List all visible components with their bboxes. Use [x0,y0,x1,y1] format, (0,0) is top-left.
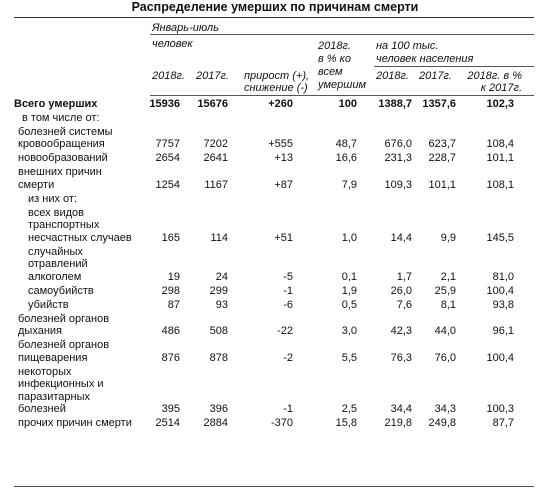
cell-ratio-percent: 96,1 [492,325,514,338]
cell-rate-2017: 228,7 [428,152,456,165]
cell-rate-2017: 8,1 [440,298,456,311]
top-rule [14,17,534,18]
cell-share-percent: 0,5 [341,298,357,311]
cell-change: -22 [277,325,293,338]
cell-value-2017: 2641 [203,152,228,165]
row-label: самоубийств [28,284,94,297]
cell-rate-2018: 1,7 [396,270,412,283]
cell-value-2018: 298 [161,284,180,297]
table-row [0,299,550,312]
cell-value-2017: 878 [209,351,228,364]
cell-value-2018: 486 [161,325,180,338]
cell-rate-2018: 676,0 [384,138,412,151]
cell-ratio-percent: 108,1 [486,178,514,191]
row-label: смерти [18,178,55,191]
header-period: Январь-июль [152,22,219,34]
table-row [0,112,550,125]
cell-share-percent: 2,5 [341,403,357,416]
cell-ratio-percent: 145,5 [486,231,514,244]
cell-share-percent: 0,1 [341,270,357,283]
table-row [0,285,550,298]
cell-share-percent: 1,9 [341,284,357,297]
cell-share-percent: 3,0 [341,325,357,338]
cell-rate-2018: 34,4 [390,403,412,416]
header-share-2: в % ко [318,53,351,65]
cell-ratio-percent: 108,4 [486,138,514,151]
table-row [0,126,550,151]
cell-share-percent: 100 [338,98,357,110]
cell-rate-2018: 7,6 [396,298,412,311]
header-ratio-2: к 2017г. [480,82,522,94]
cell-change: -1 [283,284,293,297]
cell-rate-2018: 42,3 [390,325,412,338]
cell-ratio-percent: 81,0 [492,270,514,283]
cell-value-2017: 7202 [203,138,228,151]
header-per100k-2: человек населения [376,53,474,65]
cell-change: -2 [283,351,293,364]
cell-value-2018: 7757 [155,138,180,151]
cell-value-2018: 2514 [155,417,180,430]
row-label: отравлений [28,258,88,271]
table-row [0,166,550,191]
row-label: алкоголем [28,270,82,283]
table-title: Распределение умерших по причинам смерти [131,0,419,14]
cell-rate-2018: 219,8 [384,417,412,430]
cell-ratio-percent: 100,3 [486,403,514,416]
header-rate-2018: 2018г. [376,70,409,82]
cell-value-2018: 19 [167,270,180,283]
header-col-2017: 2017г. [196,70,229,82]
table-row [0,152,550,165]
header-share-4: умершим [318,79,367,91]
cell-value-2018: 1254 [155,178,180,191]
header-change-1: прирост (+), [244,70,310,82]
cell-share-percent: 7,9 [341,178,357,191]
header-col-2018: 2018г. [152,70,185,82]
cell-value-2018: 2654 [155,152,180,165]
cell-rate-2017: 2,1 [440,270,456,283]
row-label: из них от: [28,192,77,205]
row-label: пищеварения [18,351,88,364]
cell-rate-2018: 76,3 [390,351,412,364]
table-row [0,98,550,111]
row-label: болезней системы [18,125,113,138]
table-row [0,339,550,364]
cell-change: -370 [270,417,293,430]
row-label: внешних причин [18,166,102,179]
cell-rate-2018: 231,3 [384,152,412,165]
cell-value-2018: 876 [161,351,180,364]
cell-rate-2017: 44,0 [434,325,456,338]
cell-rate-2017: 9,9 [440,231,456,244]
cell-share-percent: 16,6 [335,152,357,165]
table-row [0,207,550,245]
cell-rate-2017: 101,1 [428,178,456,191]
cell-value-2018: 15936 [149,98,180,110]
cell-change: -1 [283,403,293,416]
cell-rate-2017: 1357,6 [422,98,456,110]
cell-value-2017: 508 [209,325,228,338]
cell-ratio-percent: 100,4 [486,351,514,364]
table-row [0,366,550,416]
row-label: болезней [18,403,66,416]
cell-value-2017: 396 [209,403,228,416]
cell-rate-2017: 34,3 [434,403,456,416]
row-label: паразитарных [18,390,91,403]
row-label: Всего умерших [14,98,98,110]
cell-value-2017: 24 [215,270,228,283]
row-label: болезней органов [18,312,110,325]
cell-rate-2018: 109,3 [384,178,412,191]
cell-rate-2017: 25,9 [434,284,456,297]
row-label: инфекционных и [18,378,104,391]
cell-value-2017: 2884 [203,417,228,430]
header-ratio-1: 2018г. в % [467,70,522,82]
table-row [0,417,550,430]
header-change-2: снижение (-) [244,82,308,94]
header-share-1: 2018г. [318,40,351,52]
cell-rate-2017: 623,7 [428,138,456,151]
cell-share-percent: 1,0 [341,231,357,244]
row-label: всех видов [28,206,85,219]
period-rule [150,34,534,35]
cell-ratio-percent: 87,7 [492,417,514,430]
cell-change: +555 [268,138,293,151]
table-row [0,313,550,338]
cell-change: +13 [274,152,293,165]
cell-share-percent: 5,5 [341,351,357,364]
row-label: некоторых [18,365,72,378]
row-label: болезней органов [18,339,110,352]
table-row [0,193,550,206]
cell-rate-2017: 76,0 [434,351,456,364]
cell-ratio-percent: 102,3 [486,98,514,110]
cell-rate-2017: 249,8 [428,417,456,430]
cell-value-2017: 15676 [197,98,228,110]
cell-value-2017: 1167 [204,178,228,191]
row-label: транспортных [28,219,100,232]
cell-ratio-percent: 100,4 [486,284,514,297]
cell-value-2017: 299 [209,284,228,297]
row-label: в том числе от: [22,111,100,124]
cell-value-2018: 165 [161,231,180,244]
cell-ratio-percent: 93,8 [492,298,514,311]
cell-share-percent: 15,8 [335,417,357,430]
table-row [0,246,550,284]
cell-value-2018: 395 [161,403,180,416]
cell-rate-2018: 1388,7 [378,98,412,110]
row-label: кровообращения [18,138,105,151]
row-label: убийств [28,298,69,311]
cell-share-percent: 48,7 [335,138,357,151]
cell-value-2017: 114 [210,231,228,244]
cell-ratio-percent: 101,1 [486,152,514,165]
row-label: прочих причин смерти [18,417,132,430]
cell-change: +260 [268,98,293,110]
cell-value-2018: 87 [167,298,180,311]
per100k-rule [374,66,534,67]
cell-change: +87 [274,178,293,191]
header-per100k-1: на 100 тыс. [376,40,439,52]
cell-rate-2018: 14,4 [390,231,412,244]
cell-rate-2018: 26,0 [390,284,412,297]
cell-change: -5 [283,270,293,283]
cell-value-2017: 93 [215,298,228,311]
header-rate-2017: 2017г. [419,70,452,82]
row-label: дыхания [18,325,62,338]
cell-change: +51 [274,231,293,244]
bottom-rule [14,486,534,487]
header-share-3: всем [318,66,343,78]
row-label: несчастных случаев [28,231,132,244]
header-persons: человек [152,38,193,50]
cell-change: -6 [283,298,293,311]
row-label: новообразований [18,152,108,165]
row-label: случайных [28,245,83,258]
